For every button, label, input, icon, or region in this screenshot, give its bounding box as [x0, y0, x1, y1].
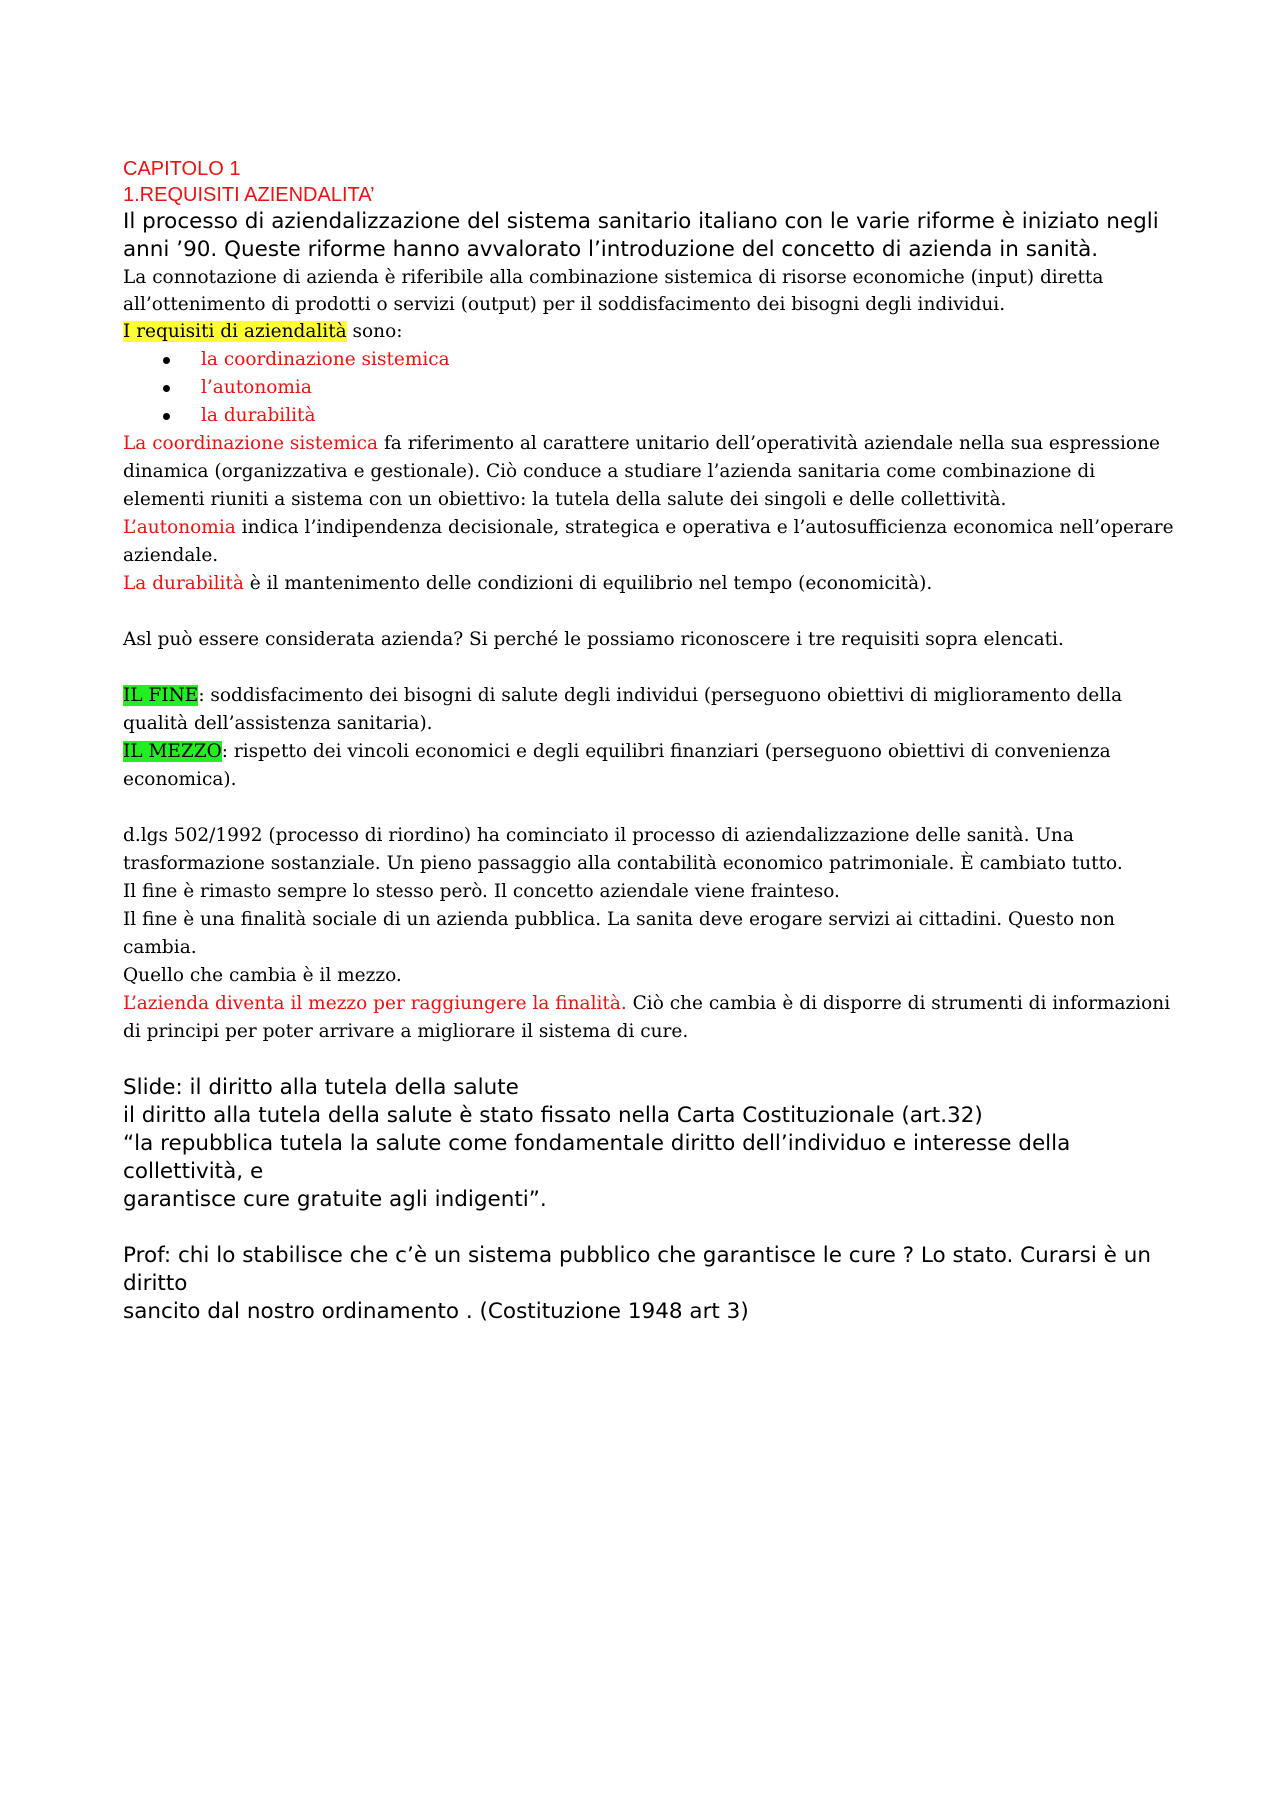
fine-label: IL FINE [123, 685, 199, 706]
coordinazione-text: fa riferimento al carattere unitario dell’operatività aziendale nella sua espressione dinamica (organizzativa e gestionale). Ciò conduce a studiare l’azienda sanitaria come combinazione di elementi riuniti a sistema con un obiettivo: la tutela della salute dei singoli e delle collettività. [123, 433, 1160, 510]
section-heading: 1.REQUISITI AZIENDALITA’ [123, 184, 375, 206]
fine-text: : soddisfacimento dei bisogni di salute degli individui (perseguono obiettivi di miglioramento della qualità dell’assistenza sanitaria). [123, 685, 1123, 734]
slide-quote: “la repubblica tutela la salute come fondamentale diritto dell’individuo e interesse della collettività, e [123, 1131, 1071, 1184]
prof-line: Prof: chi lo stabilisce che c’è un sistema pubblico che garantisce le cure ? Lo stato. Curarsi è un diritto [123, 1243, 1151, 1296]
requisiti-label: I requisiti di aziendalità [123, 321, 347, 342]
requisiti-suffix: sono: [346, 321, 403, 342]
asl-question: Asl può essere considerata azienda? Si perché le possiamo riconoscere i tre requisiti sopra elencati. [123, 629, 1064, 650]
mezzo-text: : rispetto dei vincoli economici e degli equilibri finanziari (perseguono obiettivi di convenienza economica). [123, 741, 1111, 790]
list-item-label: la durabilità [201, 405, 316, 426]
cambia-mezzo-paragraph: Quello che cambia è il mezzo. [123, 965, 402, 986]
fine-sociale-paragraph: Il fine è una finalità sociale di un azienda pubblica. La sanita deve erogare servizi ai cittadini. Questo non cambia. [123, 909, 1115, 958]
azienda-mezzo-red: L’azienda diventa il mezzo per raggiungere la finalità. [123, 993, 627, 1014]
slide-line: il diritto alla tutela della salute è stato fissato nella Carta Costituzionale (art.32) [123, 1103, 983, 1128]
list-item-label: l’autonomia [201, 377, 312, 398]
fine-paragraph [123, 682, 1180, 738]
bullet-icon [163, 413, 170, 420]
autonomia-text: indica l’indipendenza decisionale, strategica e operativa e l’autosufficienza economica nell’operare aziendale. [123, 517, 1174, 566]
coordinazione-paragraph [123, 430, 1180, 514]
durabilita-paragraph [123, 570, 1180, 598]
dlgs-paragraph: d.lgs 502/1992 (processo di riordino) ha cominciato il processo di aziendalizzazione delle sanità. Una trasformazione sostanziale. Un pieno passaggio alla contabilità economico patrimoniale. È cambiato tutto. [123, 825, 1123, 874]
slide-title: Slide: il diritto alla tutela della salute [123, 1075, 519, 1100]
spacer [123, 794, 1180, 822]
slide-quote-end: garantisce cure gratuite agli indigenti”. [123, 1187, 547, 1212]
mezzo-paragraph [123, 738, 1180, 794]
azienda-mezzo-text: Ciò che cambia è di disporre di strumenti di informazioni di principi per poter arrivare a migliorare il sistema di cure. [123, 993, 1171, 1042]
autonomia-term: L’autonomia [123, 517, 236, 538]
azienda-mezzo-paragraph [123, 990, 1180, 1046]
intro-paragraph-serif: La connotazione di azienda è riferibile alla combinazione sistemica di risorse economiche (input) diretta all’ottenimento di prodotti o servizi (output) per il soddisfacimento dei bisogni degli individui. [123, 267, 1104, 315]
spacer [123, 654, 1180, 682]
mezzo-label: IL MEZZO [123, 741, 222, 762]
durabilita-text: è il mantenimento delle condizioni di equilibrio nel tempo (economicità). [243, 573, 933, 594]
durabilita-term: La durabilità [123, 573, 244, 594]
bullet-icon [163, 385, 170, 392]
list-item [161, 374, 1180, 402]
intro-paragraph-sans: Il processo di aziendalizzazione del sistema sanitario italiano con le varie riforme è iniziato negli anni ’90. Queste riforme hanno avvalorato l’introduzione del concetto di azienda in sanità. [123, 209, 1159, 262]
spacer [123, 598, 1180, 626]
spacer [123, 1214, 1180, 1242]
chapter-heading: CAPITOLO 1 [123, 158, 241, 180]
requisiti-list [123, 346, 1180, 430]
spacer [123, 1046, 1180, 1074]
prof-line-end: sancito dal nostro ordinamento . (Costituzione 1948 art 3) [123, 1299, 749, 1324]
list-item [161, 402, 1180, 430]
fine-rimasto-paragraph: Il fine è rimasto sempre lo stesso però. Il concetto aziendale viene frainteso. [123, 881, 840, 902]
list-item-label: la coordinazione sistemica [201, 349, 450, 370]
coordinazione-term: La coordinazione sistemica [123, 433, 379, 454]
bullet-icon [163, 357, 170, 364]
list-item [161, 346, 1180, 374]
autonomia-paragraph [123, 514, 1180, 570]
requisiti-line [123, 318, 1180, 346]
